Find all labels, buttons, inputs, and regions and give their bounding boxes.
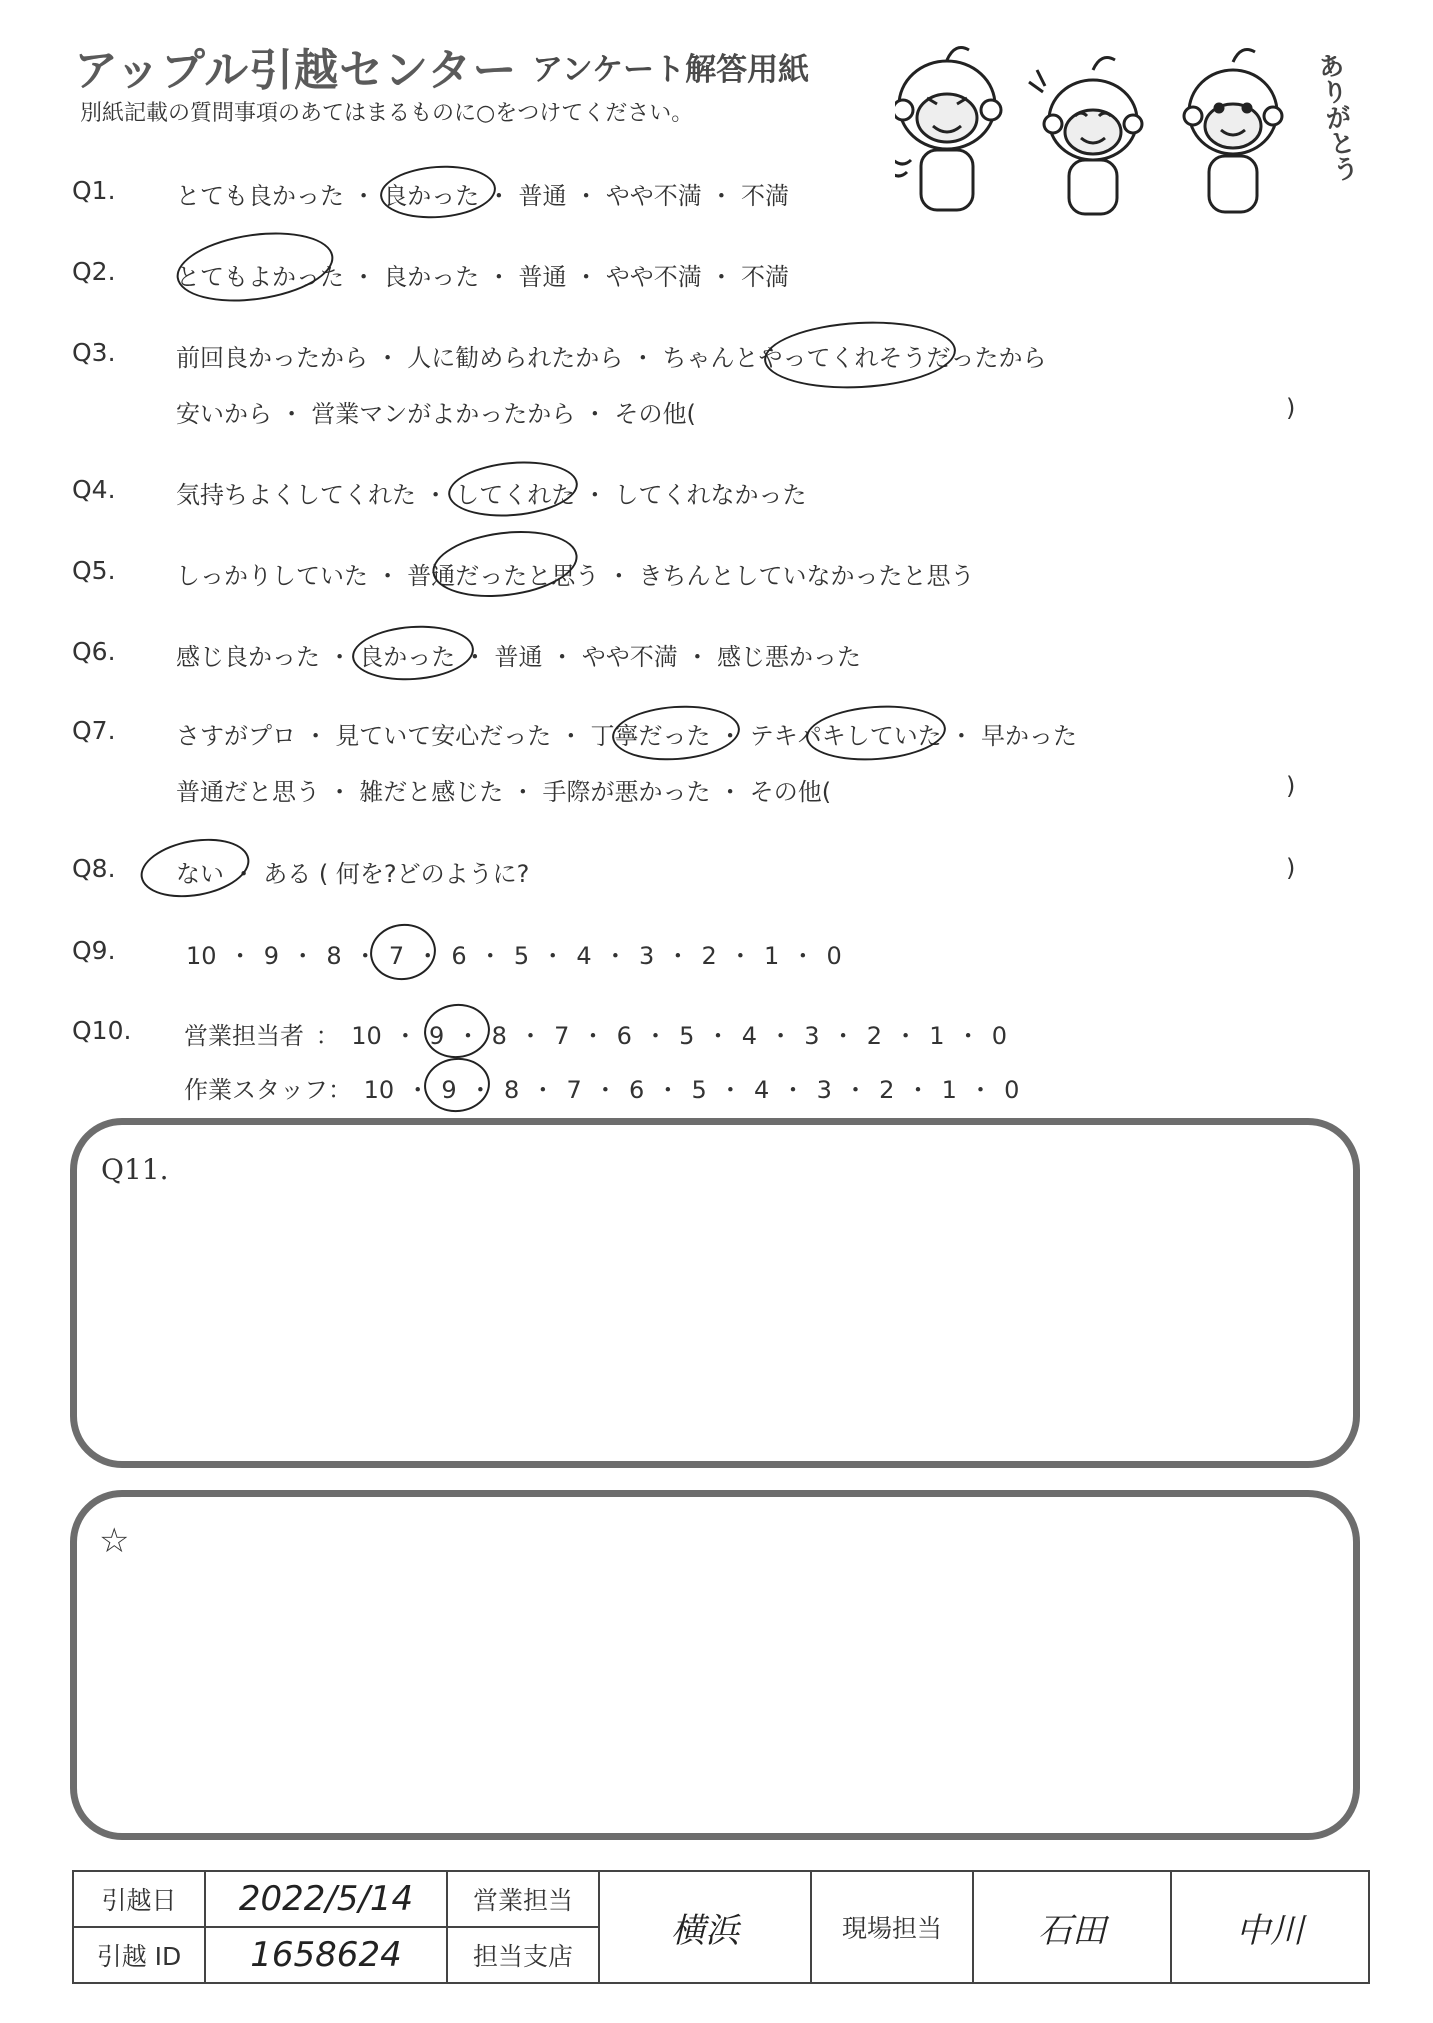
- q10-sales-answer-circle: [421, 1001, 492, 1062]
- q5-label: Q5.: [72, 556, 116, 585]
- star-comment-box: [70, 1490, 1360, 1840]
- q3-options-line2: 安いから ・ 営業マンがよかったから ・ その他(: [176, 400, 696, 428]
- q1-label: Q1.: [72, 176, 116, 205]
- q7-paren-close: ): [1286, 772, 1296, 800]
- q6-options: 感じ良かった ・ 良かった ・ 普通 ・ やや不満 ・ 感じ悪かった: [176, 643, 862, 671]
- q6-answer-circle: [350, 622, 475, 684]
- q3-options-line1: 前回良かったから ・ 人に勧められたから ・ ちゃんとやってくれそうだったから: [176, 344, 1047, 372]
- q4-options: 気持ちよくしてくれた ・ してくれた ・ してくれなかった: [176, 481, 807, 509]
- q7-options-line1: さすがプロ ・ 見ていて安心だった ・ 丁寧だった ・ テキパキしていた ・ 早かった: [176, 722, 1078, 750]
- footer-info-table: [72, 1870, 1370, 1984]
- mascot-monkey-icon: [1184, 50, 1282, 212]
- move-date-label: 引越日: [73, 1871, 205, 1927]
- sales-label: 営業担当: [447, 1871, 599, 1927]
- move-date-value: 2022/5/14: [205, 1871, 447, 1927]
- q10-staff-answer-circle: [421, 1055, 492, 1116]
- q7-options-line2: 普通だと思う ・ 雑だと感じた ・ 手際が悪かった ・ その他(: [176, 778, 832, 806]
- q9-answer-circle: [366, 920, 439, 985]
- q5-answer-circle: [429, 523, 582, 604]
- mascot-illustration: [895, 30, 1335, 224]
- q9-label: Q9.: [72, 936, 116, 965]
- q3-paren-close: ): [1286, 394, 1296, 422]
- q3-label: Q3.: [72, 338, 116, 367]
- q4-label: Q4.: [72, 475, 116, 504]
- site-label: 現場担当: [811, 1871, 973, 1983]
- instruction-text: 別紙記載の質問事項のあてはまるものに○をつけてください。: [80, 101, 694, 126]
- q7-answer-circle-1: [610, 702, 741, 765]
- q2-label: Q2.: [72, 257, 116, 286]
- q7-answer-circle-2: [804, 701, 947, 765]
- move-id-label: 引越 ID: [73, 1927, 205, 1983]
- q1-answer-circle: [378, 162, 497, 222]
- q10-sales-options: 営業担当者 ： 10 ・ 9 ・ 8 ・ 7 ・ 6 ・ 5 ・ 4 ・ 3 ・ 2 ・ 1 ・ 0: [184, 1022, 1008, 1050]
- q1-options: とても良かった ・ 良かった ・ 普通 ・ やや不満 ・ 不満: [176, 182, 790, 210]
- q2-answer-circle: [172, 223, 338, 310]
- q10-staff-options: 作業スタッフ： 10 ・ 9 ・ 8 ・ 7 ・ 6 ・ 5 ・ 4 ・ 3 ・ 2 ・ 1 ・ 0: [184, 1076, 1020, 1104]
- site-staff-1: 石田: [973, 1871, 1171, 1983]
- q4-answer-circle: [446, 456, 580, 521]
- q6-label: Q6.: [72, 637, 116, 666]
- q3-answer-circle: [762, 317, 957, 393]
- mascot-monkey-icon: [1029, 58, 1142, 214]
- q8-answer-circle: [136, 831, 254, 905]
- q8-label: Q8.: [72, 854, 116, 883]
- thanks-text: ありがとう: [1312, 50, 1360, 184]
- star-box-label: ☆: [99, 1521, 130, 1561]
- q8-paren-close: ): [1286, 854, 1296, 882]
- q10-label: Q10.: [72, 1016, 132, 1045]
- branch-value: 横浜: [599, 1871, 811, 1983]
- mascot-monkey-icon: [895, 48, 1001, 210]
- q9-options: 10 ・ 9 ・ 8 ・ 7 ・ 6 ・ 5 ・ 4 ・ 3 ・ 2 ・ 1 ・ 0: [186, 942, 842, 970]
- move-id-value: 1658624: [205, 1927, 447, 1983]
- q11-box-label: Q11.: [101, 1153, 169, 1186]
- q8-options: ない ・ ある ( 何を?どのように?: [176, 860, 530, 888]
- q11-comment-box: [70, 1118, 1360, 1468]
- brand-title: アップル引越センター: [74, 45, 518, 96]
- q2-options: とてもよかった ・ 良かった ・ 普通 ・ やや不満 ・ 不満: [176, 263, 790, 291]
- q5-options: しっかりしていた ・ 普通だったと思う ・ きちんとしていなかったと思う: [176, 562, 975, 590]
- form-title: アンケート解答用紙: [532, 52, 810, 88]
- branch-label: 担当支店: [447, 1927, 599, 1983]
- q7-label: Q7.: [72, 716, 116, 745]
- site-staff-2: 中川: [1171, 1871, 1369, 1983]
